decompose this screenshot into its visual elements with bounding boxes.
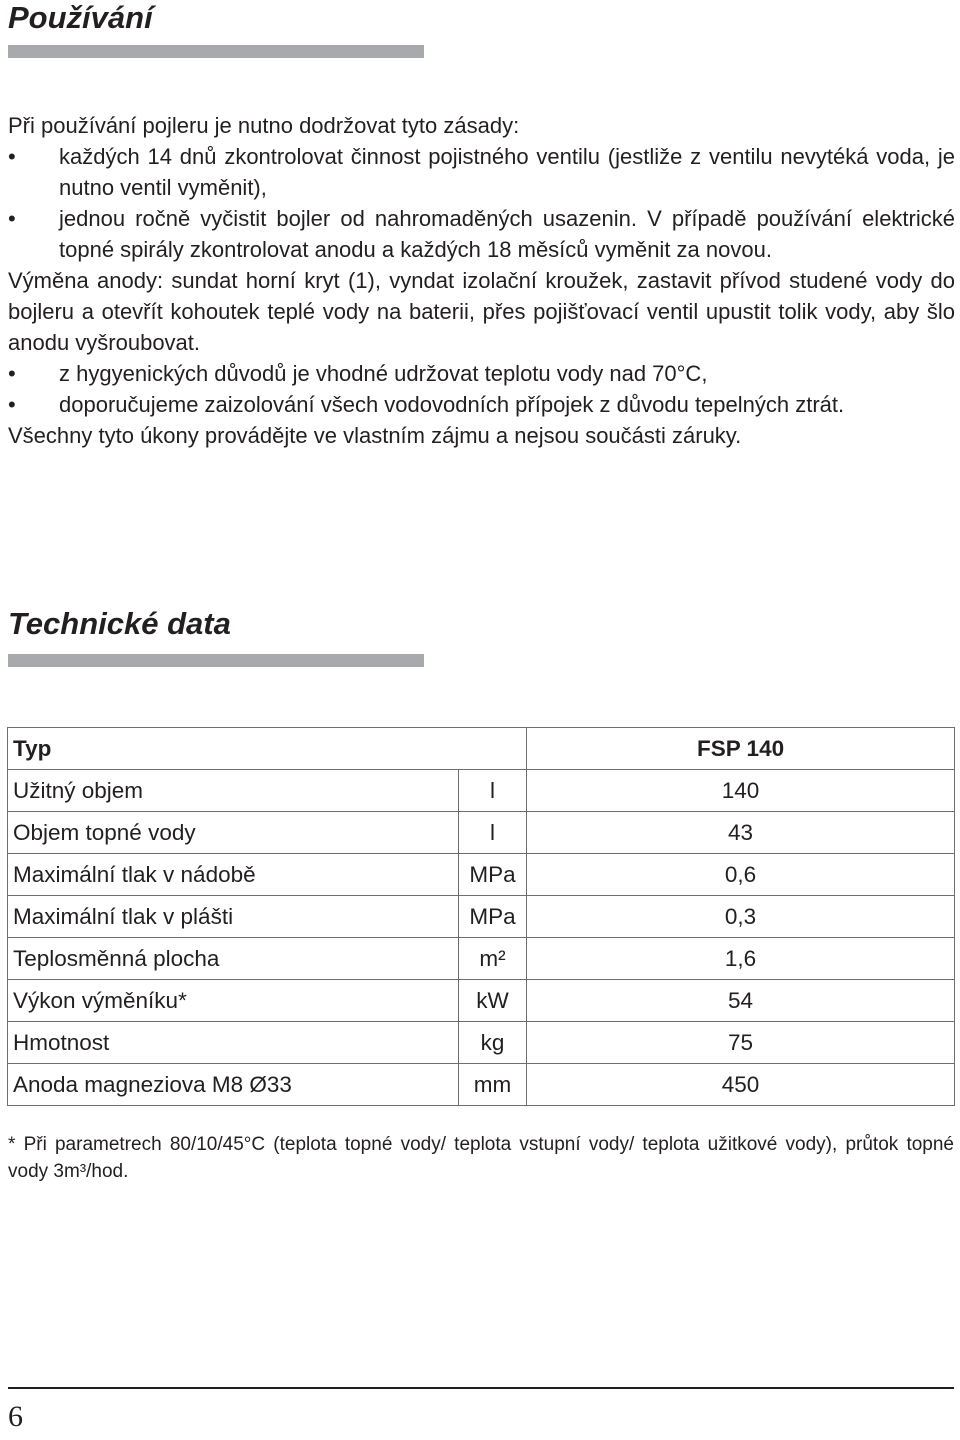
bullet-icon: • <box>8 361 16 386</box>
param-value: 1,6 <box>527 938 955 980</box>
bullet-icon: • <box>8 144 16 169</box>
usage-bullet-item <box>8 141 955 203</box>
usage-bullet-text: doporučujeme zaizolování všech vodovodních přípojek z důvodu tepelných ztrát. <box>59 392 845 417</box>
bullet-icon: • <box>8 206 16 231</box>
param-unit: MPa <box>458 854 526 896</box>
usage-section <box>8 110 955 451</box>
usage-bullet-item <box>8 358 955 389</box>
table-footnote: * Při parametrech 80/10/45°C (teplota topné vody/ teplota vstupní vody/ teplota užitkové vody), průtok topné vody 3m³/hod. <box>8 1134 954 1182</box>
tech-data-heading: Technické data <box>8 606 231 641</box>
param-value: 0,3 <box>527 896 955 938</box>
param-unit: kW <box>458 980 526 1022</box>
usage-closing: Všechny tyto úkony provádějte ve vlastním zájmu a nejsou součásti záruky. <box>8 423 742 448</box>
param-label: Užitný objem <box>8 770 459 812</box>
param-label: Hmotnost <box>8 1022 459 1064</box>
usage-bullet-text: každých 14 dnů zkontrolovat činnost pojistného ventilu (jestliže z ventilu nevytéká voda, je nutno ventil vyměnit), <box>59 144 955 200</box>
param-label: Teplosměnná plocha <box>8 938 459 980</box>
param-label: Výkon výměníku* <box>8 980 459 1022</box>
usage-heading-rule <box>8 45 424 58</box>
table-row <box>8 938 955 980</box>
param-value: 54 <box>527 980 955 1022</box>
param-label: Objem topné vody <box>8 812 459 854</box>
usage-bullet-item <box>8 203 955 265</box>
usage-bullet-text: jednou ročně vyčistit bojler od nahromaděných usazenin. V případě používání elektrické topné spirály zkontrolovat anodu a každých 18 měsíců vyměnit za novou. <box>59 206 955 262</box>
param-value: 450 <box>527 1064 955 1106</box>
usage-bullet-item <box>8 389 955 420</box>
param-unit: MPa <box>458 896 526 938</box>
param-unit: mm <box>458 1064 526 1106</box>
param-unit: l <box>458 812 526 854</box>
table-row <box>8 812 955 854</box>
param-label: Maximální tlak v nádobě <box>8 854 459 896</box>
tech-data-table <box>7 727 955 1106</box>
param-value: 75 <box>527 1022 955 1064</box>
table-header-model: FSP 140 <box>527 728 955 770</box>
table-header-row <box>8 728 955 770</box>
table-header-type-label: Typ <box>8 728 527 770</box>
table-row <box>8 770 955 812</box>
table-row <box>8 854 955 896</box>
table-row <box>8 896 955 938</box>
param-label: Maximální tlak v plášti <box>8 896 459 938</box>
usage-intro: Při používání pojleru je nutno dodržovat tyto zásady: <box>8 113 520 138</box>
usage-bullet-text: z hygyenických důvodů je vhodné udržovat teplotu vody nad 70°C, <box>59 361 708 386</box>
param-unit: l <box>458 770 526 812</box>
table-row <box>8 1022 955 1064</box>
table-row <box>8 980 955 1022</box>
param-unit: kg <box>458 1022 526 1064</box>
footer-divider <box>8 1387 954 1389</box>
param-value: 43 <box>527 812 955 854</box>
tech-heading-rule <box>8 654 424 667</box>
param-unit: m² <box>458 938 526 980</box>
table-row <box>8 1064 955 1106</box>
param-value: 140 <box>527 770 955 812</box>
param-value: 0,6 <box>527 854 955 896</box>
param-label: Anoda magneziova M8 Ø33 <box>8 1064 459 1106</box>
anode-replacement-note: Výměna anody: sundat horní kryt (1), vyndat izolační kroužek, zastavit přívod studené vody do bojleru a otevřít kohoutek teplé vody na baterii, přes pojišťovací ventil upustit tolik vody, aby šlo anodu vyšroubovat. <box>8 268 955 355</box>
page-number: 6 <box>8 1400 23 1433</box>
bullet-icon: • <box>8 392 16 417</box>
usage-heading: Používání <box>8 0 153 35</box>
